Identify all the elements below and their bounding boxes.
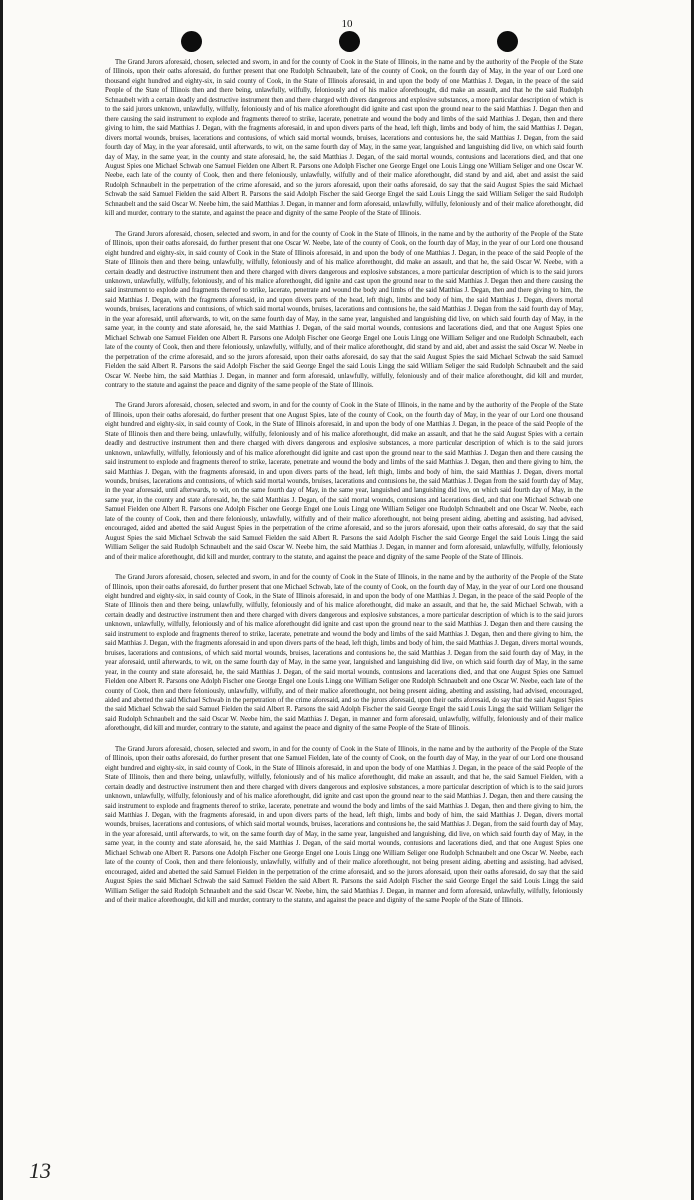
binder-hole-icon [181, 31, 202, 52]
indictment-text [105, 58, 583, 917]
binder-hole-icon [339, 31, 360, 52]
count-paragraph-fielden: The Grand Jurors aforesaid, chosen, selected and sworn, in and for the county of Cook in the State of Illinois, in the name and by the authority of the People of the State of Illinois, upon their oaths aforesaid, do further present that one Samuel Fielden, late of the county of Cook, on the fourth day of May, in the year of our Lord one thousand eight hundred and eighty-six, in said county of Cook, in the State of Illinois aforesaid, in and upon the body of one Matthias J. Degan, in the peace of the said People of the State of Illinois, then and there being, unlawfully, wilfully, feloniously and of his malice aforethought, did make an assault, and that he, the said Samuel Fielden, with a certain deadly and destructive instrument then and there charged with divers dangerous and explosive substances, a more particular description of which is to the said jurors unknown, unlawfully, wilfully, feloniously and of his malice aforethought, did ignite and cast upon the ground near to the said Matthias J. Degan, then and there causing the said instrument to explode and fragments thereof to strike, lacerate, penetrate and wound the body and limbs of the said Matthias J. Degan, then and there giving to him, the said Matthias J. Degan, with the fragments aforesaid, in and upon divers parts of the head, left thigh, limbs and body of him, the said Matthias J. Degan, divers mortal wounds, bruises, lacerations and contusions, of which said mortal wounds, bruises, lacerations and contusions he, the said Matthias J. Degan, from the said fourth day of May, in the year aforesaid, until afterwards, to wit, on the same fourth day of May, in the same year, languished and languishing, did live, on which said fourth day of May, in the same year, in the county and state aforesaid, he, the said Matthias J. Degan, of the said mortal wounds, contusions and lacerations died, and that one August Spies one Michael Schwab one Albert R. Parsons one Adolph Fischer one George Engel one Louis Lingg one William Seliger one Rudolph Schnaubelt and one Oscar W. Neebe, each late of the county of Cook, then and there feloniously, unlawfully, wilfully and of their malice aforethought, not being present aiding, abetting and assisting, had advised, encouraged, aided and abetted the said Samuel Fielden in the perpetration of the crime aforesaid, and so the jurors aforesaid, upon their oaths aforesaid, do say that the said August Spies the said Michael Schwab the said Samuel Fielden the said Albert R. Parsons the said Adolph Fischer the said George Engel the said Louis Lingg the said William Seliger the said Rudolph Schnaubelt and the said Oscar W. Neebe, him, the said Matthias J. Degan, in manner and form aforesaid, unlawfully, wilfully, feloniously and of their malice aforethought, did kill and murder, contrary to the statute, and against the peace and dignity of the same People of the State of Illinois. [105, 745, 583, 905]
page-number: 10 [341, 18, 353, 30]
handwritten-page-mark: 13 [29, 1158, 51, 1183]
binder-holes [3, 31, 691, 53]
count-paragraph-schwab: The Grand Jurors aforesaid, chosen, selected and sworn, in and for the county of Cook in the State of Illinois, in the name and by the authority of the People of the State of Illinois, upon their oaths aforesaid, do further present that one Michael Schwab, late of the county of Cook, on the fourth day of May, in the year of our Lord one thousand eight hundred and eighty-six, in said county of Cook, in the State of Illinois aforesaid, in and upon the body of one Matthias J. Degan, in the peace of the said People of the State of Illinois then and there being, unlawfully, wilfully, feloniously and of his malice aforethought, did make an assault, and that he, the said Michael Schwab, with a certain deadly and destructive instrument then and there charged with divers dangerous and explosive substances, a more particular description of which is to the said jurors unknown, unlawfully, wilfully, feloniously and of his malice aforethought did ignite and cast upon the ground near to the said Matthias J. Degan then and there causing the said instrument to explode and fragments thereof to strike, lacerate, penetrate and wound the body and limbs of the said Matthias J. Degan, then and there giving to him, the said Matthias J. Degan, with the fragments aforesaid in and upon divers parts of the head, left thigh, limbs and body of him, the said Matthias J. Degan, divers mortal wounds, bruises, lacerations and contusions, of which said mortal wounds, bruises, lacerations and contusions he, the said Matthias J. Degan from the said fourth day of May, in the year aforesaid, until afterwards, to wit, on the same fourth day of May, in the same year, languished and languishing did live, on which said fourth day of May, in the same year, in the county and state aforesaid, he, the said Matthias J. Degan, of the said mortal wounds, contusions and lacerations died, and that one August Spies one Samuel Fielden one Albert R. Parsons one Adolph Fischer one George Engel one Louis Lingg one William Seliger one Rudolph Schnaubelt and one Oscar W. Neebe, each late of the county of Cook, then and there feloniously, unlawfully, wilfully, and of their malice aforethought, not being present aiding, abetting and assisting, had advised, encouraged, aided and abetted the said Michael Schwab in the perpetration of the crime aforesaid, and so the jurors aforesaid, upon their oaths aforesaid, do say that the said August Spies the said Michael Schwab the said Samuel Fielden the said Albert R. Parsons the said Adolph Fischer the said George Engel the said Louis Lingg the said William Seliger the said Rudolph Schnaubelt and the said Oscar W. Neebe him, the said Matthias J. Degan, in manner and form aforesaid, unlawfully, wilfully, feloniously and of their malice aforethought, did kill and murder, contrary to the statute, and against the peace and dignity of the same People of the State of Illinois. [105, 574, 583, 733]
count-paragraph-spies: The Grand Jurors aforesaid, chosen, selected and sworn, in and for the county of Cook in the State of Illinois, in the name and by the authority of the People of the State of Illinois, upon their oaths aforesaid, do further present that one August Spies, late of the county of Cook, on the fourth day of May, in the year of our Lord one thousand eight hundred and eighty-six, in said county of Cook, in the State of Illinois aforesaid, in and upon the body of one Matthias J. Degan, in the peace of the said People of the State of Illinois then and there being, unlawfully, wilfully, feloniously and of his malice aforethought, did make an assault, and that he the said August Spies with a certain deadly and destructive instrument then and there charged with divers dangerous and explosive substances, a more particular description of which is to the said jurors unknown, unlawfully, wilfully, feloniously and of his malice aforethought did ignite and cast upon the ground near to the said Matthias J. Degan then and there causing the said instrument to explode and fragments thereof to strike, lacerate, penetrate and wound the body and limbs of the said Matthias J. Degan, then and there giving to him, the said Matthias J. Degan, with the fragments aforesaid, in and upon divers parts of the head, left thigh, limbs and body of him, the said Matthias J. Degan, divers mortal wounds, bruises, lacerations and contusions, of which said mortal wounds, bruises, lacerations and contusions he, the said Matthias J. Degan from the said fourth day of May, in the year aforesaid, until afterwards, to wit, on the same fourth day of May, in the same year, languished and languishing did live, on which said fourth day of May, in the same year, in the county and state aforesaid, he, the said Matthias J. Degan, of the said mortal wounds, contusions and lacerations died, and that one Michael Schwab one Samuel Fielden one Albert R. Parsons one Adolph Fischer one George Engel one Louis Lingg one William Seliger one Rudolph Schnaubelt and one Oscar W. Neebe, each late of the county of Cook, then and there feloniously, unlawfully, wilfully and of their malice aforethought, not being present aiding, abetting and assisting, had advised, encouraged, aided and abetted the said August Spies in the perpetration of the crime aforesaid, and so the jurors aforesaid, upon their oaths aforesaid, do say that the said August Spies the said Michael Schwab the said Samuel Fielden the said Albert R. Parsons the said Adolph Fischer the said George Engel the said Louis Lingg the said William Seliger the said Rudolph Schnaubelt and the said Oscar W. Neebe him, the said Matthias J. Degan, in manner and form aforesaid, unlawfully, wilfully, feloniously and of their malice aforethought, did kill and murder, contrary to the statute, and against the peace and dignity of the same People of the State of Illinois. [105, 402, 583, 561]
count-paragraph-schnaubelt: The Grand Jurors aforesaid, chosen, selected and sworn, in and for the county of Cook in the State of Illinois, in the name and by the authority of the People of the State of Illinois, upon their oaths aforesaid, do further present that one Rudolph Schnaubelt, late of the county of Cook, on the fourth day of May, in the year of our Lord one thousand eight hundred and eighty-six, in said county of Cook, in the State of Illinois aforesaid, in and upon the body of one Matthias J. Degan, in the peace of the said People of the State of Illinois then and there being, unlawfully, wilfully, feloniously and of his malice aforethought, did make an assault, and that he the said Rudolph Schnaubelt with a certain deadly and destructive instrument then and there charged with divers dangerous and explosive substances, a more particular description of which is to the said jurors unknown, unlawfully, wilfully, feloniously and of his malice aforethought did ignite and cast upon the ground near to the said Matthias J. Degan then and there causing the said instrument to explode and fragments thereof to strike, lacerate, penetrate and wound the body and limbs of the said Matthias J. Degan, then and there giving to him, the said Matthias J. Degan, with the fragments aforesaid, in and upon divers parts of the head, left thigh, limbs and body of him, the said Matthias J. Degan, divers mortal wounds, bruises, lacerations and contusions, of which said mortal wounds, bruises, lacerations and contusions he, the said Matthias J. Degan, from the said fourth day of May, in the year aforesaid, until afterwards, to wit, on the same fourth day of May, in the same year, languished and languishing did live, on which said fourth day of May, in the same year, in the county and state aforesaid, he, the said Matthias J. Degan, of the said mortal wounds, contusions and lacerations died, and that one August Spies one Michael Schwab one Samuel Fielden one Albert R. Parsons one Adolph Fischer one George Engel one Louis Lingg one William Seliger and one Oscar W. Neebe, each late of the county of Cook, then and there feloniously, unlawfully, wilfully and of their malice aforethought, did stand by and aid, abet and assist the said Rudolph Schnaubelt in the perpetration of the crime aforesaid, and so the jurors aforesaid, upon their oaths aforesaid, do say that the said August Spies the said Michael Schwab the said Samuel Fielden the said Albert R. Parsons the said Adolph Fischer the said George Engel the said Louis Lingg the said William Seliger the said Rudolph Schnaubelt and the said Oscar W. Neebe him, the said Matthias J. Degan, in manner and form aforesaid, unlawfully, wilfully, feloniously and of their malice aforethought, did kill and murder, contrary to the statute, and against the peace and dignity of the same People of the State of Illinois. [105, 59, 583, 218]
binder-hole-icon [497, 31, 518, 52]
count-paragraph-neebe: The Grand Jurors aforesaid, chosen, selected and sworn, in and for the county of Cook in the State of Illinois, in the name and by the authority of the People of the State of Illinois, upon their oaths aforesaid, do further present that one Oscar W. Neebe, late of the county of Cook, on the fourth day of May, in the year of our Lord one thousand eight hundred and eighty-six, in said county of Cook in the State of Illinois aforesaid, in and upon the body of one Matthias J. Degan, in the peace of the said People of the State of Illinois then and there being, unlawfully, wilfully, feloniously and of his malice aforethought, did make an assault, and that he, the said Oscar W. Neebe, with a certain deadly and destructive instrument then and there charged with divers dangerous and explosive substances, a more particular description of which is to the said jurors unknown, unlawfully, wilfully, feloniously, and of his malice aforethought, did ignite and cast upon the ground near to the said Matthias J. Degan then and there causing the said instrument to explode and fragments thereof to strike, lacerate, penetrate and wound the body and limbs of the said Matthias J. Degan, then and there giving to him, the said Matthias J. Degan, with the fragments aforesaid, in and upon divers parts of the head, left thigh, limbs and body of him, the said Matthias J. Degan, divers mortal wounds, bruises, lacerations and contusions, of which said mortal wounds, bruises, lacerations and contusions he, the said Matthias J. Degan from the said fourth day of May, in the year aforesaid, until afterwards, to wit, on the same fourth day of May, in the same year, languished and languishing did live, on which said fourth day of May, in the same year, in the county and state aforesaid, he, the said Matthias J. Degan, of the said mortal wounds, contusions and lacerations died, and that one August Spies one Michael Schwab one Samuel Fielden one Albert R. Parsons one Adolph Fischer one George Engel one Louis Lingg one William Seliger and one Rudolph Schnaubelt, each late of the county of Cook, then and there feloniously, unlawfully, wilfully, and of their malice aforethought, did stand by and aid, abet and assist the said Oscar W. Neebe in the perpetration of the crime aforesaid, and so the jurors aforesaid, upon their oaths aforesaid, do say that the said August Spies the said Michael Schwab the said Samuel Fielden the said Albert R. Parsons the said Adolph Fischer the said George Engel the said Louis Lingg the said William Seliger the said Rudolph Schnaubelt and the said Oscar W. Neebe him, the said Matthias J. Degan, in manner and form aforesaid, unlawfully, wilfully, feloniously and of their malice aforethought, did kill and murder, contrary to the statute and against the peace and dignity of the same people of the State of Illinois. [105, 230, 583, 389]
